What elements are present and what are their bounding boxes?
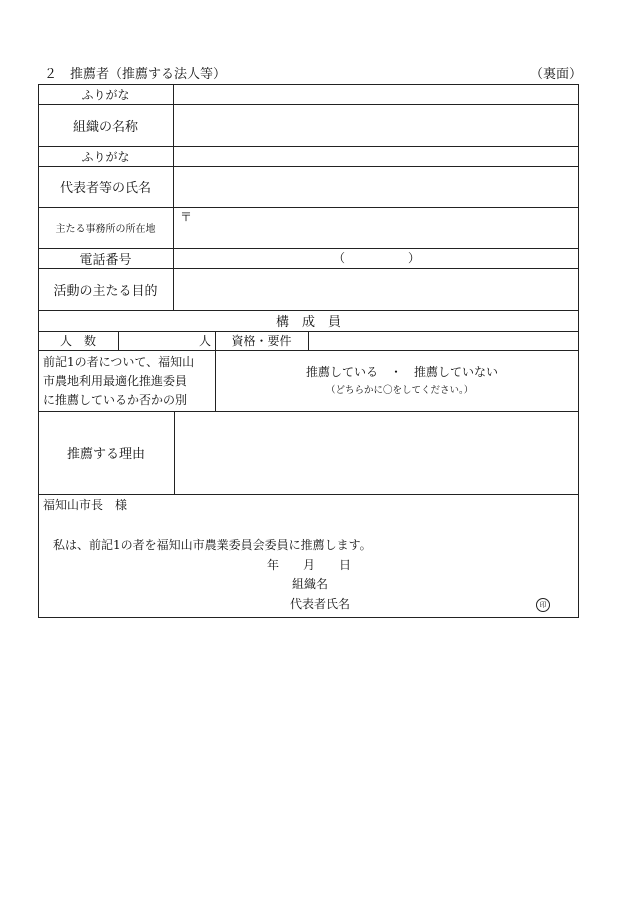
page-side-label: （裏面） — [530, 67, 583, 82]
furigana-label: ふりがな — [81, 149, 130, 164]
declaration-text: 私は、前記1の者を福知山市農業委員会委員に推薦します。 — [53, 538, 372, 552]
phone-field[interactable] — [174, 249, 578, 268]
phone-label: 電話番号 — [79, 252, 132, 268]
representative-name-field[interactable] — [174, 167, 578, 207]
row-divider — [38, 494, 579, 495]
phone-paren-close: ） — [408, 251, 421, 265]
recommend-note: （どちらかに〇をしてください。） — [326, 385, 474, 396]
headcount-label: 人 数 — [59, 334, 96, 348]
furigana-label: ふりがな — [81, 87, 130, 102]
headcount-unit: 人 — [199, 334, 212, 348]
members-header: 構 成 員 — [275, 315, 341, 330]
postal-mark: 〒 — [180, 210, 193, 224]
recommend-question-line: 市農地利用最適化推進委員 — [43, 374, 188, 388]
org-name-field[interactable] — [174, 105, 578, 146]
representative-name-label: 代表者等の氏名 — [59, 181, 151, 196]
qualification-field[interactable] — [309, 332, 578, 350]
recommend-question-line: 前記1の者について、福知山 — [43, 355, 195, 369]
org-name-signature-label: 組織名 — [292, 577, 329, 591]
section-title: ２ 推薦者（推薦する法人等） — [44, 67, 227, 82]
recommend-choice[interactable]: 推薦している ・ 推薦していない — [306, 365, 499, 379]
row-divider — [38, 350, 579, 351]
phone-paren-open: （ — [333, 251, 346, 265]
seal-mark — [536, 598, 550, 612]
office-address-label: 主たる事務所の所在地 — [55, 224, 156, 235]
reason-field[interactable] — [175, 412, 578, 494]
addressee: 福知山市長 様 — [43, 498, 128, 512]
qualification-label: 資格・要件 — [231, 334, 292, 348]
recommend-question-line: に推薦しているか否かの別 — [43, 393, 188, 407]
representative-signature-label: 代表者氏名 — [290, 597, 351, 611]
rep-furigana-field[interactable] — [174, 147, 578, 166]
purpose-label: 活動の主たる目的 — [53, 283, 158, 299]
purpose-field[interactable] — [174, 269, 578, 310]
seal-text: 印 — [539, 600, 547, 609]
org-furigana-field[interactable] — [174, 85, 578, 104]
org-name-label: 組織の名称 — [72, 119, 138, 135]
table-border-right — [578, 84, 579, 618]
table-border-bottom — [38, 617, 579, 618]
date-line: 年 月 日 — [267, 558, 352, 572]
reason-label: 推薦する理由 — [66, 447, 145, 462]
office-address-field[interactable] — [174, 208, 578, 248]
